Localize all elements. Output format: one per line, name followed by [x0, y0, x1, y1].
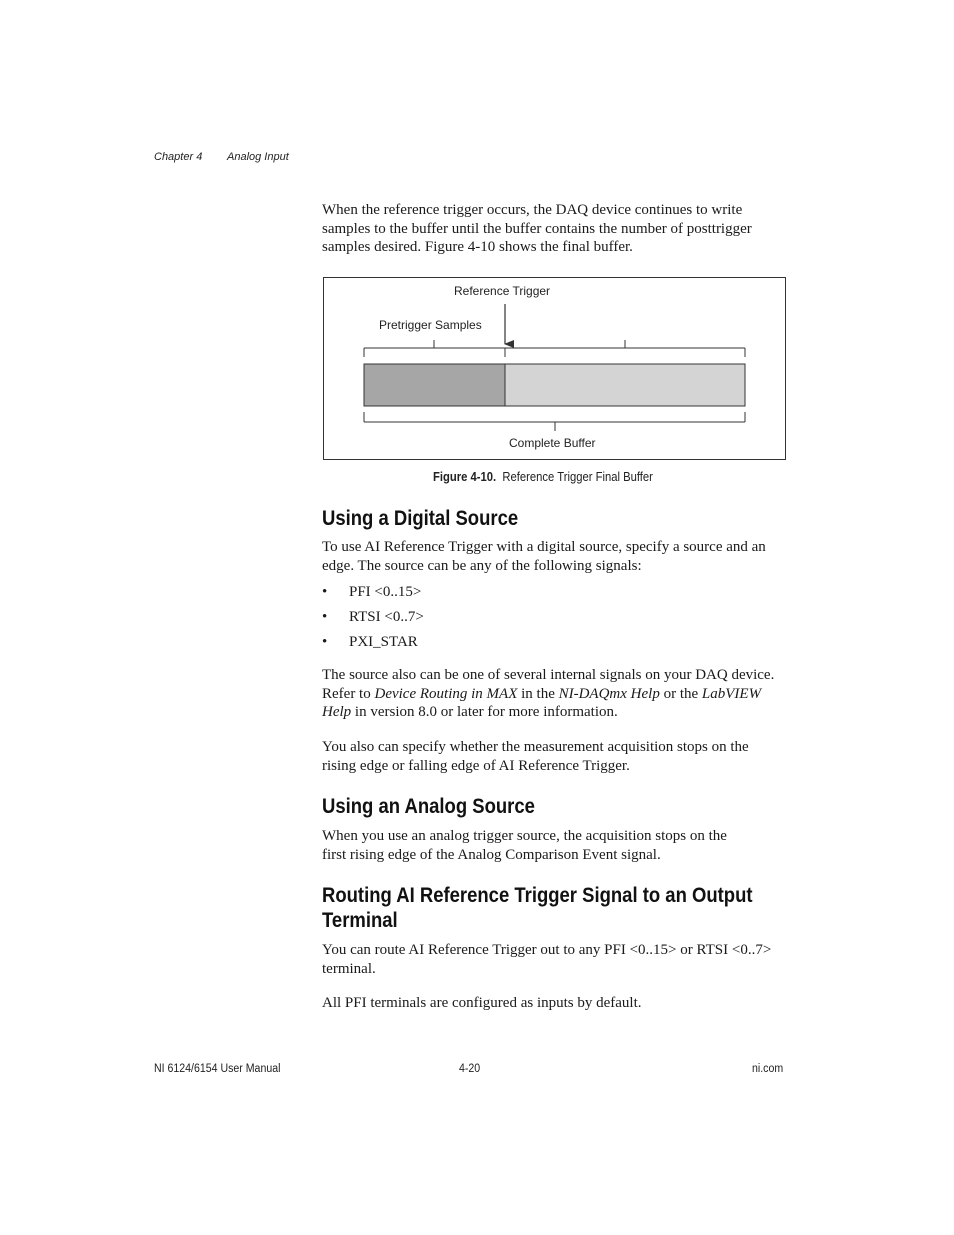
digital-p3-line: You also can specify whether the measurement acquisition stops on the — [322, 739, 749, 755]
routing-paragraph-1 — [322, 941, 792, 978]
list-item — [322, 633, 622, 651]
list-item — [322, 608, 622, 626]
intro-paragraph — [322, 201, 792, 257]
device-routing-ref: Device Routing in MAX — [374, 685, 518, 702]
bullet-text: RTSI <0..7> — [349, 609, 424, 625]
bullet-marker: • — [322, 634, 328, 650]
list-item — [322, 583, 622, 601]
footer-manual-title: NI 6124/6154 User Manual — [154, 1063, 281, 1075]
footer-page-number: 4-20 — [459, 1063, 481, 1075]
footer-site[interactable]: ni.com — [752, 1063, 784, 1075]
analog-line: When you use an analog trigger source, the acquisition stops on the — [322, 828, 727, 844]
intro-line: samples desired. Figure 4-10 shows the final buffer. — [322, 239, 633, 255]
text-span: or the — [659, 685, 702, 702]
buffer-diagram — [324, 278, 785, 459]
figure-caption — [433, 470, 653, 484]
pretrigger-samples-label: Pretrigger Samples — [379, 318, 482, 332]
heading-routing-line2: Terminal — [322, 909, 398, 932]
header-chapter: Chapter 4 — [154, 151, 203, 163]
complete-buffer-bracket — [364, 412, 745, 431]
header-section: Analog Input — [227, 151, 289, 163]
digital-p1-line: edge. The source can be any of the following signals: — [322, 557, 642, 574]
nidaqmx-help-ref: NI-DAQmx Help — [558, 685, 660, 702]
routing-p2-line: All PFI terminals are configured as inputs by default. — [322, 995, 642, 1011]
digital-p2-line3 — [322, 703, 792, 722]
pretrigger-segment — [364, 364, 505, 406]
bullet-marker: • — [322, 609, 328, 625]
labview-ref: LabVIEW — [701, 685, 762, 702]
bullet-marker: • — [322, 584, 328, 600]
bullet-text: PXI_STAR — [349, 634, 418, 650]
analog-line: first rising edge of the Analog Comparison Event signal. — [322, 846, 661, 863]
digital-p1-line: To use AI Reference Trigger with a digital source, specify a source and an — [322, 539, 766, 555]
digital-p2-line1: The source also can be one of several internal signals on your DAQ device. — [322, 667, 775, 683]
complete-buffer-label: Complete Buffer — [509, 436, 596, 450]
heading-digital-source: Using a Digital Source — [322, 507, 519, 530]
caption-title: Reference Trigger Final Buffer — [502, 470, 653, 484]
pretrigger-bracket — [364, 340, 745, 357]
text-span: in the — [517, 685, 559, 702]
running-header — [154, 151, 202, 163]
heading-routing-line1: Routing AI Reference Trigger Signal to an Output — [322, 884, 753, 907]
routing-p1-line: You can route AI Reference Trigger out to any PFI <0..15> or RTSI <0..7> — [322, 942, 772, 958]
bullet-text: PFI <0..15> — [349, 584, 422, 600]
text-span: in version 8.0 or later for more information. — [351, 704, 618, 720]
analog-paragraph — [322, 827, 792, 864]
intro-line: When the reference trigger occurs, the DAQ device continues to write — [322, 202, 743, 218]
caption-number: Figure 4-10. — [433, 470, 497, 484]
digital-paragraph-2 — [322, 666, 792, 722]
figure-reference-trigger-buffer — [323, 277, 786, 460]
intro-line: samples to the buffer until the buffer contains the number of posttrigger — [322, 220, 752, 237]
reference-trigger-label: Reference Trigger — [454, 284, 551, 298]
digital-paragraph-1 — [322, 538, 792, 575]
labview-help-ref: Help — [322, 704, 352, 720]
text-span: Refer to — [322, 685, 375, 702]
digital-p2-line2 — [322, 685, 792, 704]
digital-paragraph-3 — [322, 738, 792, 775]
routing-paragraph-2 — [322, 994, 792, 1013]
digital-p3-line: rising edge or falling edge of AI Reference Trigger. — [322, 757, 630, 774]
routing-p1-line: terminal. — [322, 960, 376, 977]
heading-analog-source: Using an Analog Source — [322, 795, 535, 818]
posttrigger-segment — [505, 364, 745, 406]
